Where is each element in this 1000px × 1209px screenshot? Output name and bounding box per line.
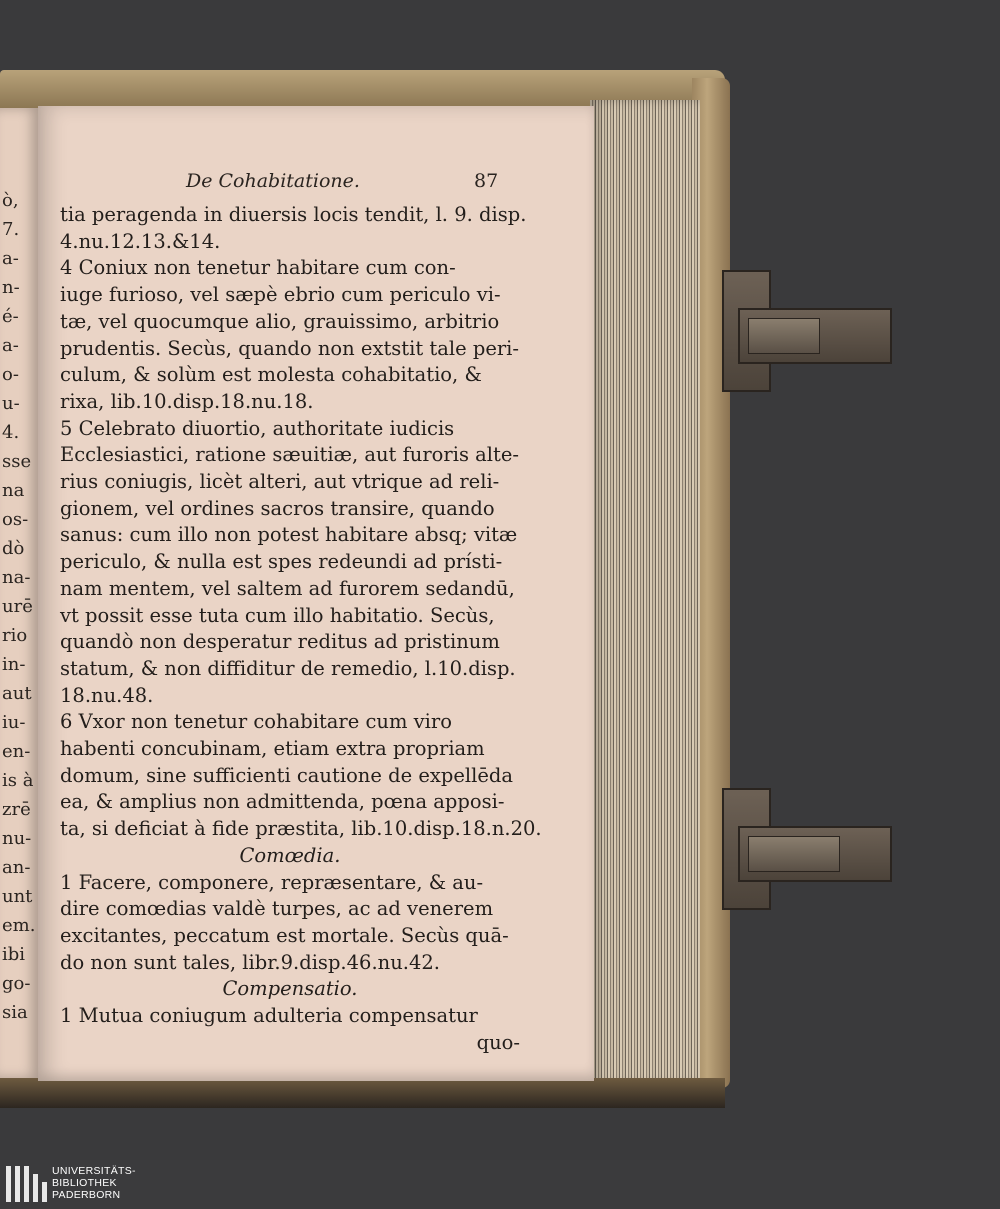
previous-page-fragment: en-	[2, 741, 31, 762]
lower-clasp-plate	[748, 836, 840, 872]
text-line: 4 Coniux non tenetur habitare cum con-	[60, 256, 456, 280]
text-line: 18.nu.48.	[60, 683, 154, 707]
previous-page-sliver	[0, 108, 40, 1078]
text-line: 1 Mutua coniugum adulteria compensatur	[60, 1004, 478, 1028]
previous-page-fragment: a-	[2, 248, 19, 269]
text-line: excitantes, peccatum est mortale. Secùs quā-	[60, 923, 509, 947]
text-line: prudentis. Secùs, quando non extstit tale peri-	[60, 336, 520, 360]
page-text	[60, 202, 542, 1057]
text-block-cohabitatio	[60, 202, 542, 843]
previous-page-fragment: 4.	[2, 422, 20, 443]
previous-page-fragment: na	[2, 480, 25, 501]
page-block-edge	[590, 100, 700, 1085]
previous-page-fragment: u-	[2, 393, 20, 414]
previous-page-fragment: in-	[2, 654, 26, 675]
book-cover-bottom	[0, 1078, 725, 1108]
previous-page-fragment: é-	[2, 306, 19, 327]
text-line: dire comœdias valdè turpes, ac ad venerem	[60, 897, 494, 921]
previous-page-fragment: zrē	[2, 799, 31, 820]
text-line: 4.nu.12.13.&14.	[60, 229, 221, 253]
library-line-3: PADERBORN	[52, 1189, 121, 1201]
text-line: 5 Celebrato diuortio, authoritate iudicis	[60, 416, 455, 440]
previous-page-fragment: iu-	[2, 712, 26, 733]
previous-page-fragment: na-	[2, 567, 31, 588]
book-page	[38, 106, 594, 1081]
heading-compensatio: Compensatio.	[222, 977, 358, 1001]
previous-page-fragment: ò,	[2, 190, 19, 211]
text-line: habenti concubinam, etiam extra propriam	[60, 737, 485, 761]
text-line: statum, & non diffiditur de remedio, l.10.disp.	[60, 656, 516, 680]
library-line-1: UNIVERSITÄTS-	[52, 1165, 136, 1177]
previous-page-fragment: dò	[2, 538, 25, 559]
previous-page-fragment: o-	[2, 364, 19, 385]
text-line: iuge furioso, vel sæpè ebrio cum periculo vi-	[60, 283, 501, 307]
text-line: tia peragenda in diuersis locis tendit, l. 9. disp.	[60, 203, 527, 226]
text-line: nam mentem, vel saltem ad furorem sedandū,	[60, 576, 515, 600]
previous-page-fragment: a-	[2, 335, 19, 356]
previous-page-fragment: go-	[2, 973, 31, 994]
text-line: domum, sine sufficienti cautione de expellēda	[60, 763, 514, 787]
running-head: De Cohabitatione.	[186, 170, 360, 192]
previous-page-fragment: 7.	[2, 219, 20, 240]
previous-page-fragment: an-	[2, 857, 31, 878]
previous-page-fragment: ibi	[2, 944, 26, 965]
previous-page-fragment: sse	[2, 451, 32, 472]
previous-page-fragment: sia	[2, 1002, 28, 1023]
library-logo-icon	[6, 1166, 46, 1202]
text-line: vt possit esse tuta cum illo habitatio. Secùs,	[60, 603, 495, 627]
previous-page-fragment: n-	[2, 277, 20, 298]
page-number: 87	[474, 170, 499, 192]
text-block-comoedia	[60, 870, 520, 977]
previous-page-fragment: os-	[2, 509, 29, 530]
previous-page-fragment: aut	[2, 683, 32, 704]
text-line: sanus: cum illo non potest habitare absq; vitæ	[60, 523, 518, 547]
text-line: gionem, vel ordines sacros transire, quando	[60, 496, 495, 520]
text-line: periculo, & nulla est spes redeundi ad prísti-	[60, 550, 503, 574]
text-line: do non sunt tales, libr.9.disp.46.nu.42.	[60, 950, 440, 974]
library-line-2: BIBLIOTHEK	[52, 1177, 117, 1189]
upper-clasp-strap	[738, 308, 892, 364]
previous-page-fragment: em.	[2, 915, 36, 936]
text-line: 6 Vxor non tenetur cohabitare cum viro	[60, 710, 452, 734]
text-line: rixa, lib.10.disp.18.nu.18.	[60, 389, 314, 413]
footer-bar	[0, 1160, 1000, 1209]
library-name	[52, 1165, 136, 1201]
text-line: ta, si deficiat à fide præstita, lib.10.disp.18.n.20.	[60, 817, 542, 841]
text-line: ea, & amplius non admittenda, pœna apposi-	[60, 790, 505, 814]
catchword: quo-	[476, 1030, 520, 1054]
previous-page-fragment: is à	[2, 770, 34, 791]
previous-page-fragment: unt	[2, 886, 33, 907]
text-line: Ecclesiastici, ratione sæuitiæ, aut furoris alte-	[60, 443, 519, 467]
heading-comoedia: Comœdia.	[239, 843, 341, 867]
lower-clasp-strap	[738, 826, 892, 882]
text-line: tæ, vel quocumque alio, grauissimo, arbitrio	[60, 309, 500, 333]
text-line: 1 Facere, componere, repræsentare, & au-	[60, 870, 484, 894]
previous-page-fragment: urē	[2, 596, 33, 617]
text-line: rius coniugis, licèt alteri, aut vtrique ad reli-	[60, 470, 500, 494]
previous-page-fragment: rio	[2, 625, 28, 646]
text-line: quandò non desperatur reditus ad pristinum	[60, 630, 500, 654]
previous-page-fragment: nu-	[2, 828, 32, 849]
text-line: culum, & solùm est molesta cohabitatio, &	[60, 363, 482, 387]
upper-clasp-plate	[748, 318, 820, 354]
text-block-compensatio	[60, 1003, 520, 1030]
